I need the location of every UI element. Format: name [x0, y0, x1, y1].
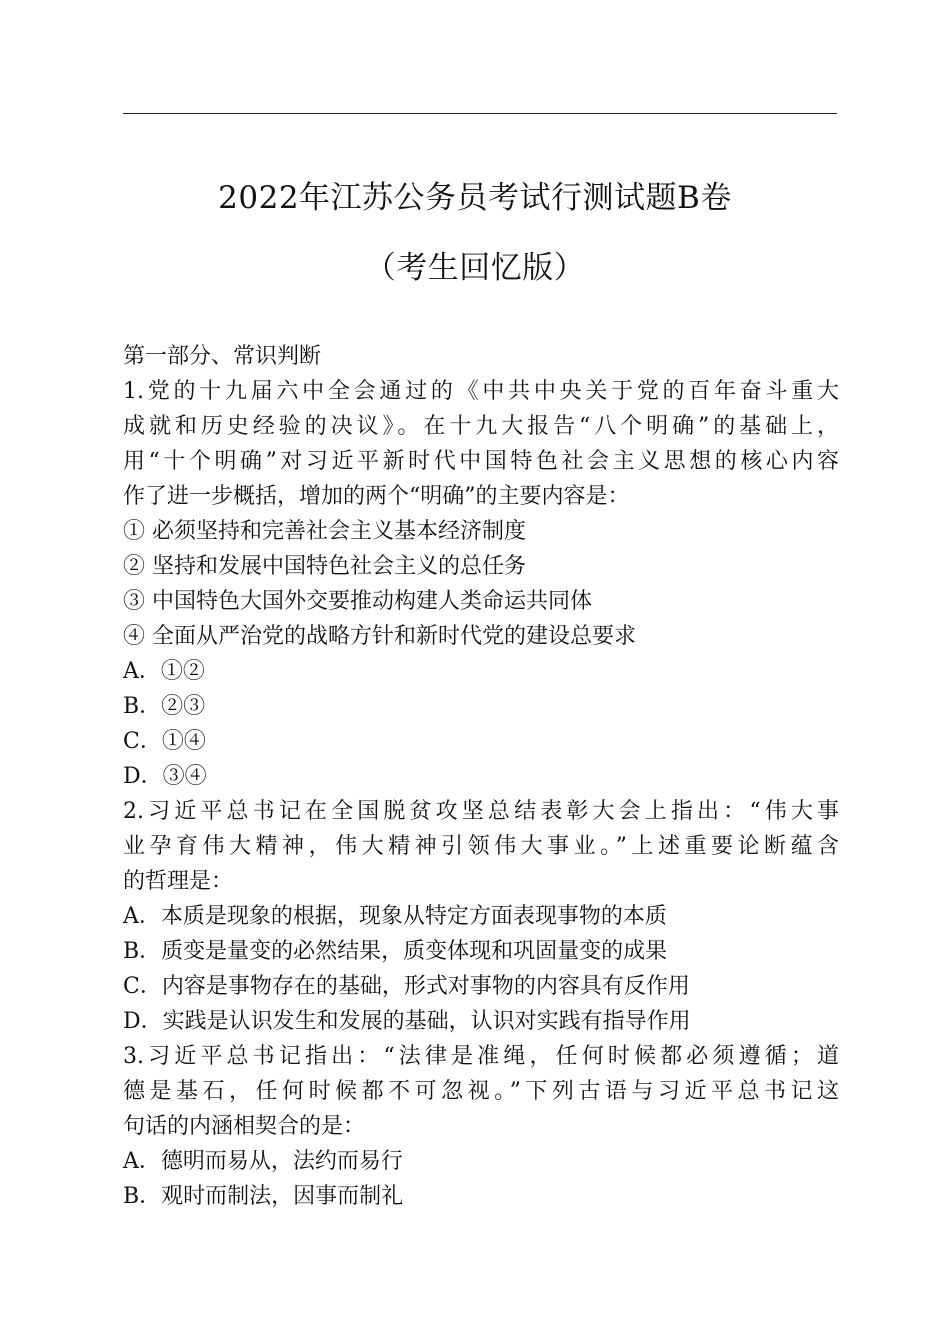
statement-item: ③ 中国特色大国外交要推动构建人类命运共同体	[123, 589, 592, 614]
question-stem-line: 句话的内涵相契合的是：	[123, 1114, 366, 1139]
answer-option: B．质变是量变的必然结果，质变体现和巩固量变的成果	[123, 939, 668, 964]
question-stem-line: 3.习近平总书记指出：“法律是准绳，任何时候都必须遵循；道	[123, 1044, 839, 1069]
page-title: 2022年江苏公务员考试行测试题B卷	[218, 180, 732, 216]
document-body	[123, 339, 839, 1214]
answer-option: D．实践是认识发生和发展的基础，认识对实践有指导作用	[123, 1009, 691, 1034]
question-stem-line: 1.党的十九届六中全会通过的《中共中央关于党的百年奋斗重大	[123, 379, 839, 404]
question-stem-line: 业孕育伟大精神，伟大精神引领伟大事业。”上述重要论断蕴含	[123, 834, 839, 859]
answer-option: A．德明而易从，法约而易行	[123, 1149, 403, 1174]
question-stem-line: 成就和历史经验的决议》。在十九大报告“八个明确”的基础上，	[123, 414, 839, 439]
answer-option: C．内容是事物存在的基础，形式对事物的内容具有反作用	[123, 974, 690, 999]
question-stem-line: 2.习近平总书记在全国脱贫攻坚总结表彰大会上指出：“伟大事	[123, 799, 839, 824]
question-stem-line: 作了进一步概括，增加的两个“明确”的主要内容是：	[123, 484, 630, 509]
question-stem-line: 德是基石，任何时候都不可忽视。”下列古语与习近平总书记这	[123, 1079, 839, 1104]
question-2	[123, 794, 839, 1039]
answer-option: C．①④	[123, 729, 206, 754]
statement-item: ① 必须坚持和完善社会主义基本经济制度	[123, 519, 526, 544]
statement-item: ② 坚持和发展中国特色社会主义的总任务	[123, 554, 526, 579]
answer-option: A．本质是现象的根据，现象从特定方面表现事物的本质	[123, 904, 667, 929]
answer-option: D．③④	[123, 764, 207, 789]
answer-option: A．①②	[123, 659, 205, 684]
header-rule	[123, 113, 837, 114]
answer-option: B．观时而制法，因事而制礼	[123, 1184, 404, 1209]
question-stem-line: 用“十个明确”对习近平新时代中国特色社会主义思想的核心内容	[123, 449, 839, 474]
statement-item: ④ 全面从严治党的战略方针和新时代党的建设总要求	[123, 624, 636, 649]
page-subtitle: （考生回忆版）	[364, 250, 586, 286]
section-heading: 第一部分、常识判断	[123, 344, 322, 369]
question-3	[123, 1039, 839, 1214]
question-1	[123, 374, 839, 794]
answer-option: B．②③	[123, 694, 206, 719]
question-stem-line: 的哲理是：	[123, 869, 234, 894]
